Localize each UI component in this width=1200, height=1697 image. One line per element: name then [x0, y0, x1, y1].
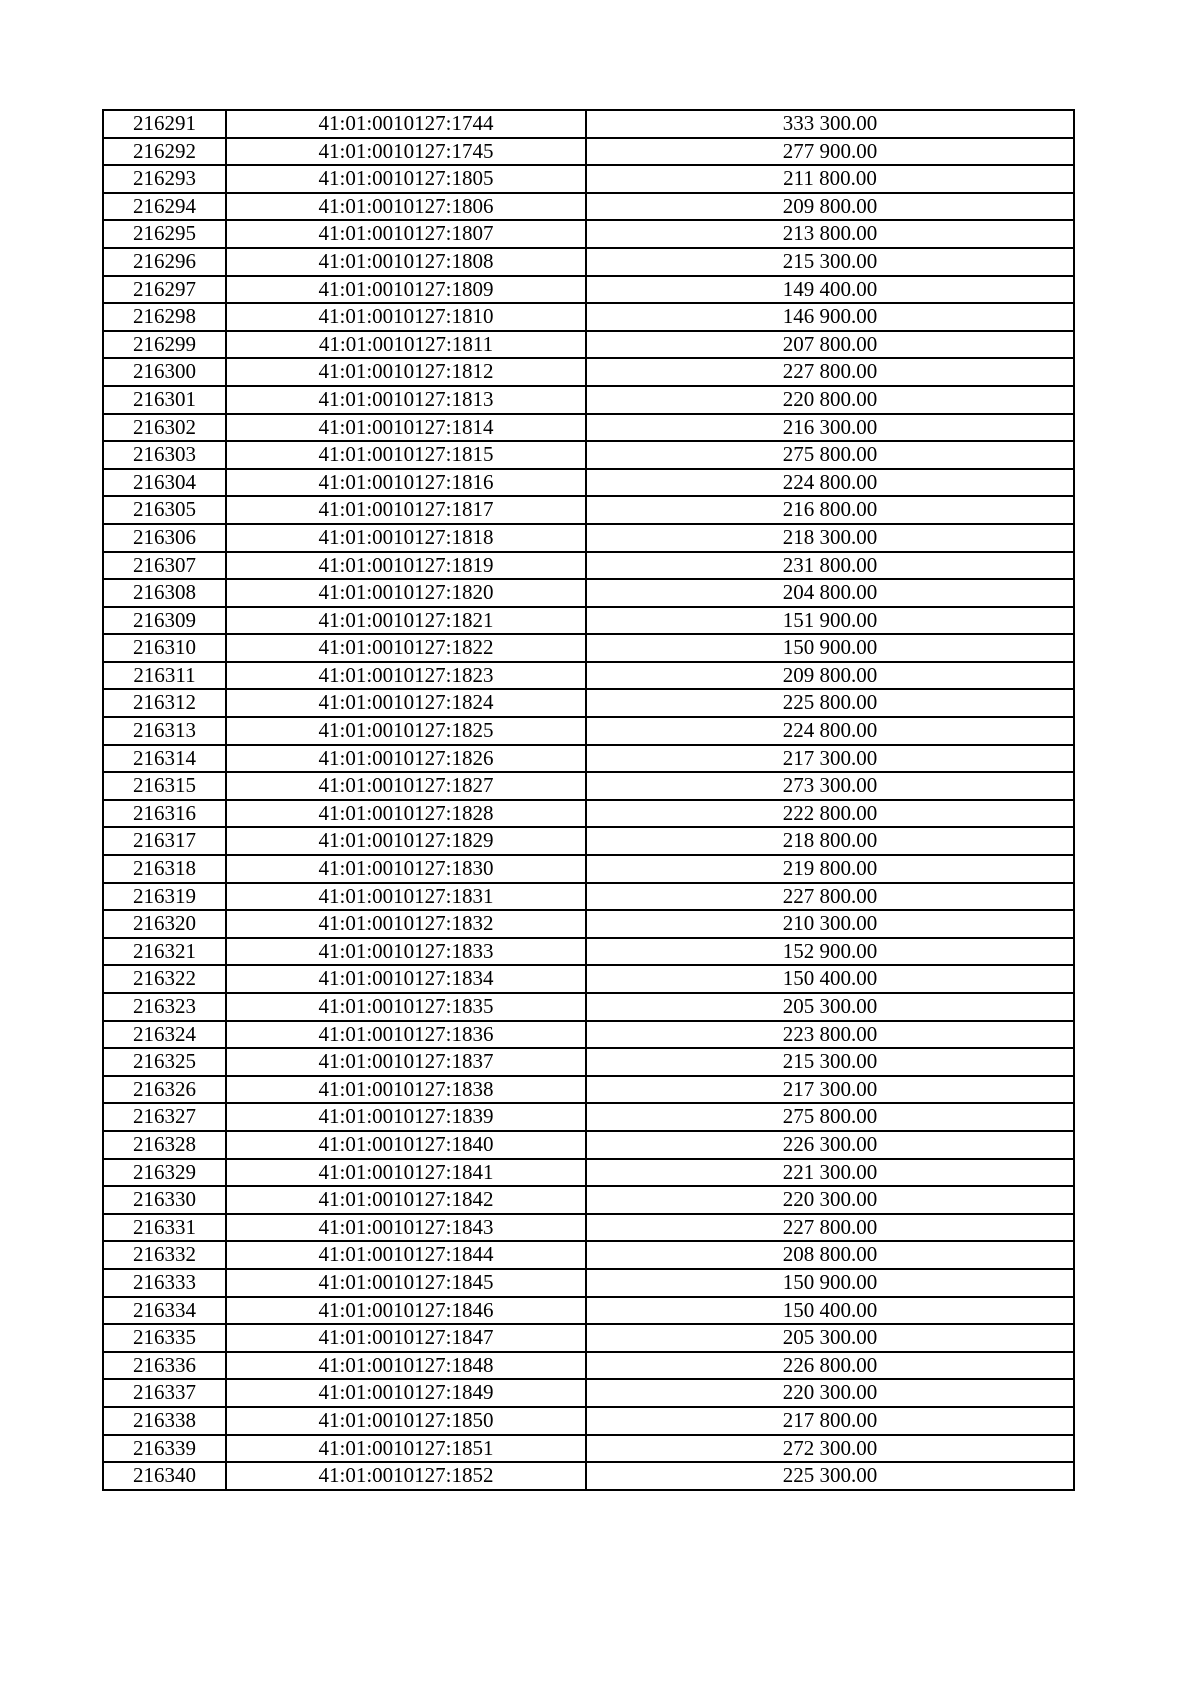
row-number-cell: 216336: [103, 1352, 226, 1380]
cadastral-value-cell: 225 300.00: [586, 1462, 1074, 1490]
table-row: [103, 745, 1074, 773]
table-row: [103, 552, 1074, 580]
row-number-cell: 216318: [103, 855, 226, 883]
row-number-cell: 216292: [103, 138, 226, 166]
cadastral-value-cell: 220 300.00: [586, 1186, 1074, 1214]
cadastral-value-cell: 205 300.00: [586, 993, 1074, 1021]
table-row: [103, 1297, 1074, 1325]
table-row: [103, 993, 1074, 1021]
table-row: [103, 717, 1074, 745]
table-row: [103, 1407, 1074, 1435]
cadastral-value-cell: 150 900.00: [586, 634, 1074, 662]
table-row: [103, 524, 1074, 552]
cadastral-number-cell: 41:01:0010127:1744: [226, 110, 586, 138]
row-number-cell: 216334: [103, 1297, 226, 1325]
row-number-cell: 216319: [103, 883, 226, 911]
row-number-cell: 216335: [103, 1324, 226, 1352]
cadastral-number-cell: 41:01:0010127:1842: [226, 1186, 586, 1214]
table-row: [103, 855, 1074, 883]
row-number-cell: 216297: [103, 276, 226, 304]
cadastral-number-cell: 41:01:0010127:1832: [226, 910, 586, 938]
cadastral-number-cell: 41:01:0010127:1836: [226, 1021, 586, 1049]
table-row: [103, 276, 1074, 304]
cadastral-value-cell: 226 300.00: [586, 1131, 1074, 1159]
row-number-cell: 216293: [103, 165, 226, 193]
cadastral-number-cell: 41:01:0010127:1811: [226, 331, 586, 359]
cadastral-number-cell: 41:01:0010127:1817: [226, 496, 586, 524]
table-row: [103, 1352, 1074, 1380]
table-row: [103, 1462, 1074, 1490]
cadastral-value-cell: 150 400.00: [586, 1297, 1074, 1325]
table-row: [103, 1159, 1074, 1187]
cadastral-value-cell: 220 300.00: [586, 1379, 1074, 1407]
cadastral-number-cell: 41:01:0010127:1807: [226, 220, 586, 248]
cadastral-value-cell: 222 800.00: [586, 800, 1074, 828]
table-row: [103, 1435, 1074, 1463]
row-number-cell: 216311: [103, 662, 226, 690]
cadastral-value-cell: 151 900.00: [586, 607, 1074, 635]
cadastral-value-cell: 226 800.00: [586, 1352, 1074, 1380]
row-number-cell: 216306: [103, 524, 226, 552]
row-number-cell: 216294: [103, 193, 226, 221]
row-number-cell: 216337: [103, 1379, 226, 1407]
table-row: [103, 469, 1074, 497]
cadastral-value-cell: 275 800.00: [586, 1103, 1074, 1131]
row-number-cell: 216324: [103, 1021, 226, 1049]
cadastral-value-cell: 215 300.00: [586, 1048, 1074, 1076]
cadastral-value-cell: 216 800.00: [586, 496, 1074, 524]
row-number-cell: 216326: [103, 1076, 226, 1104]
row-number-cell: 216301: [103, 386, 226, 414]
cadastral-number-cell: 41:01:0010127:1835: [226, 993, 586, 1021]
cadastral-value-cell: 205 300.00: [586, 1324, 1074, 1352]
table-row: [103, 1269, 1074, 1297]
table-row: [103, 607, 1074, 635]
table-row: [103, 138, 1074, 166]
table-row: [103, 303, 1074, 331]
cadastral-number-cell: 41:01:0010127:1813: [226, 386, 586, 414]
cadastral-value-cell: 277 900.00: [586, 138, 1074, 166]
cadastral-value-cell: 218 300.00: [586, 524, 1074, 552]
cadastral-value-cell: 333 300.00: [586, 110, 1074, 138]
table-row: [103, 910, 1074, 938]
table-row: [103, 1324, 1074, 1352]
table-row: [103, 1021, 1074, 1049]
row-number-cell: 216340: [103, 1462, 226, 1490]
table-row: [103, 965, 1074, 993]
cadastral-value-cell: 209 800.00: [586, 662, 1074, 690]
cadastral-number-cell: 41:01:0010127:1823: [226, 662, 586, 690]
cadastral-number-cell: 41:01:0010127:1850: [226, 1407, 586, 1435]
cadastral-value-cell: 227 800.00: [586, 1214, 1074, 1242]
cadastral-value-cell: 207 800.00: [586, 331, 1074, 359]
table-row: [103, 248, 1074, 276]
cadastral-number-cell: 41:01:0010127:1833: [226, 938, 586, 966]
cadastral-number-cell: 41:01:0010127:1830: [226, 855, 586, 883]
table-row: [103, 220, 1074, 248]
table-row: [103, 634, 1074, 662]
cadastral-number-cell: 41:01:0010127:1838: [226, 1076, 586, 1104]
row-number-cell: 216298: [103, 303, 226, 331]
cadastral-number-cell: 41:01:0010127:1841: [226, 1159, 586, 1187]
cadastral-number-cell: 41:01:0010127:1824: [226, 689, 586, 717]
row-number-cell: 216333: [103, 1269, 226, 1297]
row-number-cell: 216300: [103, 358, 226, 386]
row-number-cell: 216313: [103, 717, 226, 745]
cadastral-number-cell: 41:01:0010127:1825: [226, 717, 586, 745]
row-number-cell: 216314: [103, 745, 226, 773]
cadastral-value-cell: 152 900.00: [586, 938, 1074, 966]
cadastral-number-cell: 41:01:0010127:1847: [226, 1324, 586, 1352]
cadastral-value-cell: 227 800.00: [586, 883, 1074, 911]
row-number-cell: 216338: [103, 1407, 226, 1435]
row-number-cell: 216299: [103, 331, 226, 359]
row-number-cell: 216296: [103, 248, 226, 276]
row-number-cell: 216317: [103, 827, 226, 855]
table-row: [103, 386, 1074, 414]
cadastral-number-cell: 41:01:0010127:1822: [226, 634, 586, 662]
row-number-cell: 216329: [103, 1159, 226, 1187]
cadastral-value-cell: 217 300.00: [586, 1076, 1074, 1104]
cadastral-value-cell: 227 800.00: [586, 358, 1074, 386]
cadastral-number-cell: 41:01:0010127:1828: [226, 800, 586, 828]
table-row: [103, 1131, 1074, 1159]
cadastral-number-cell: 41:01:0010127:1827: [226, 772, 586, 800]
row-number-cell: 216309: [103, 607, 226, 635]
row-number-cell: 216302: [103, 414, 226, 442]
table-row: [103, 414, 1074, 442]
row-number-cell: 216323: [103, 993, 226, 1021]
row-number-cell: 216320: [103, 910, 226, 938]
cadastral-value-cell: 150 400.00: [586, 965, 1074, 993]
cadastral-number-cell: 41:01:0010127:1852: [226, 1462, 586, 1490]
cadastral-number-cell: 41:01:0010127:1809: [226, 276, 586, 304]
row-number-cell: 216312: [103, 689, 226, 717]
table-row: [103, 883, 1074, 911]
cadastral-value-cell: 211 800.00: [586, 165, 1074, 193]
cadastral-value-cell: 146 900.00: [586, 303, 1074, 331]
row-number-cell: 216322: [103, 965, 226, 993]
row-number-cell: 216303: [103, 441, 226, 469]
cadastral-value-cell: 216 300.00: [586, 414, 1074, 442]
row-number-cell: 216291: [103, 110, 226, 138]
row-number-cell: 216327: [103, 1103, 226, 1131]
cadastral-value-cell: 273 300.00: [586, 772, 1074, 800]
cadastral-number-cell: 41:01:0010127:1821: [226, 607, 586, 635]
table-row: [103, 800, 1074, 828]
cadastral-value-cell: 231 800.00: [586, 552, 1074, 580]
cadastral-value-cell: 149 400.00: [586, 276, 1074, 304]
row-number-cell: 216316: [103, 800, 226, 828]
cadastral-value-cell: 272 300.00: [586, 1435, 1074, 1463]
table-row: [103, 1214, 1074, 1242]
row-number-cell: 216315: [103, 772, 226, 800]
cadastral-value-cell: 218 800.00: [586, 827, 1074, 855]
cadastral-number-cell: 41:01:0010127:1814: [226, 414, 586, 442]
table-row: [103, 1103, 1074, 1131]
cadastral-number-cell: 41:01:0010127:1808: [226, 248, 586, 276]
cadastral-value-table: [102, 109, 1075, 1491]
table-row: [103, 827, 1074, 855]
table-row: [103, 110, 1074, 138]
row-number-cell: 216321: [103, 938, 226, 966]
cadastral-number-cell: 41:01:0010127:1843: [226, 1214, 586, 1242]
cadastral-value-cell: 220 800.00: [586, 386, 1074, 414]
cadastral-value-cell: 225 800.00: [586, 689, 1074, 717]
table-row: [103, 938, 1074, 966]
row-number-cell: 216328: [103, 1131, 226, 1159]
cadastral-number-cell: 41:01:0010127:1831: [226, 883, 586, 911]
row-number-cell: 216307: [103, 552, 226, 580]
cadastral-number-cell: 41:01:0010127:1851: [226, 1435, 586, 1463]
table-row: [103, 1186, 1074, 1214]
table-row: [103, 662, 1074, 690]
table-row: [103, 165, 1074, 193]
cadastral-value-cell: 210 300.00: [586, 910, 1074, 938]
row-number-cell: 216332: [103, 1241, 226, 1269]
row-number-cell: 216304: [103, 469, 226, 497]
table-row: [103, 193, 1074, 221]
table-row: [103, 579, 1074, 607]
row-number-cell: 216308: [103, 579, 226, 607]
cadastral-number-cell: 41:01:0010127:1840: [226, 1131, 586, 1159]
cadastral-value-cell: 217 300.00: [586, 745, 1074, 773]
cadastral-number-cell: 41:01:0010127:1819: [226, 552, 586, 580]
cadastral-number-cell: 41:01:0010127:1849: [226, 1379, 586, 1407]
cadastral-number-cell: 41:01:0010127:1810: [226, 303, 586, 331]
cadastral-number-cell: 41:01:0010127:1745: [226, 138, 586, 166]
cadastral-number-cell: 41:01:0010127:1816: [226, 469, 586, 497]
cadastral-number-cell: 41:01:0010127:1834: [226, 965, 586, 993]
cadastral-number-cell: 41:01:0010127:1845: [226, 1269, 586, 1297]
cadastral-value-cell: 217 800.00: [586, 1407, 1074, 1435]
cadastral-number-cell: 41:01:0010127:1820: [226, 579, 586, 607]
cadastral-number-cell: 41:01:0010127:1848: [226, 1352, 586, 1380]
cadastral-value-cell: 150 900.00: [586, 1269, 1074, 1297]
cadastral-number-cell: 41:01:0010127:1818: [226, 524, 586, 552]
table-body: [103, 110, 1074, 1490]
cadastral-value-cell: 223 800.00: [586, 1021, 1074, 1049]
cadastral-number-cell: 41:01:0010127:1806: [226, 193, 586, 221]
table-row: [103, 441, 1074, 469]
cadastral-number-cell: 41:01:0010127:1826: [226, 745, 586, 773]
cadastral-number-cell: 41:01:0010127:1805: [226, 165, 586, 193]
cadastral-value-cell: 209 800.00: [586, 193, 1074, 221]
cadastral-value-cell: 221 300.00: [586, 1159, 1074, 1187]
row-number-cell: 216330: [103, 1186, 226, 1214]
table-row: [103, 358, 1074, 386]
cadastral-value-cell: 219 800.00: [586, 855, 1074, 883]
table-row: [103, 1048, 1074, 1076]
table-row: [103, 689, 1074, 717]
table-row: [103, 496, 1074, 524]
cadastral-number-cell: 41:01:0010127:1846: [226, 1297, 586, 1325]
table-row: [103, 1379, 1074, 1407]
cadastral-value-cell: 224 800.00: [586, 717, 1074, 745]
cadastral-value-cell: 215 300.00: [586, 248, 1074, 276]
table-row: [103, 331, 1074, 359]
cadastral-number-cell: 41:01:0010127:1844: [226, 1241, 586, 1269]
cadastral-number-cell: 41:01:0010127:1837: [226, 1048, 586, 1076]
table-row: [103, 1076, 1074, 1104]
table-row: [103, 1241, 1074, 1269]
cadastral-value-cell: 208 800.00: [586, 1241, 1074, 1269]
cadastral-number-cell: 41:01:0010127:1815: [226, 441, 586, 469]
cadastral-value-cell: 204 800.00: [586, 579, 1074, 607]
table-row: [103, 772, 1074, 800]
cadastral-value-cell: 275 800.00: [586, 441, 1074, 469]
row-number-cell: 216295: [103, 220, 226, 248]
cadastral-number-cell: 41:01:0010127:1839: [226, 1103, 586, 1131]
cadastral-number-cell: 41:01:0010127:1829: [226, 827, 586, 855]
cadastral-number-cell: 41:01:0010127:1812: [226, 358, 586, 386]
cadastral-value-cell: 213 800.00: [586, 220, 1074, 248]
row-number-cell: 216305: [103, 496, 226, 524]
row-number-cell: 216310: [103, 634, 226, 662]
row-number-cell: 216331: [103, 1214, 226, 1242]
row-number-cell: 216325: [103, 1048, 226, 1076]
row-number-cell: 216339: [103, 1435, 226, 1463]
cadastral-value-cell: 224 800.00: [586, 469, 1074, 497]
